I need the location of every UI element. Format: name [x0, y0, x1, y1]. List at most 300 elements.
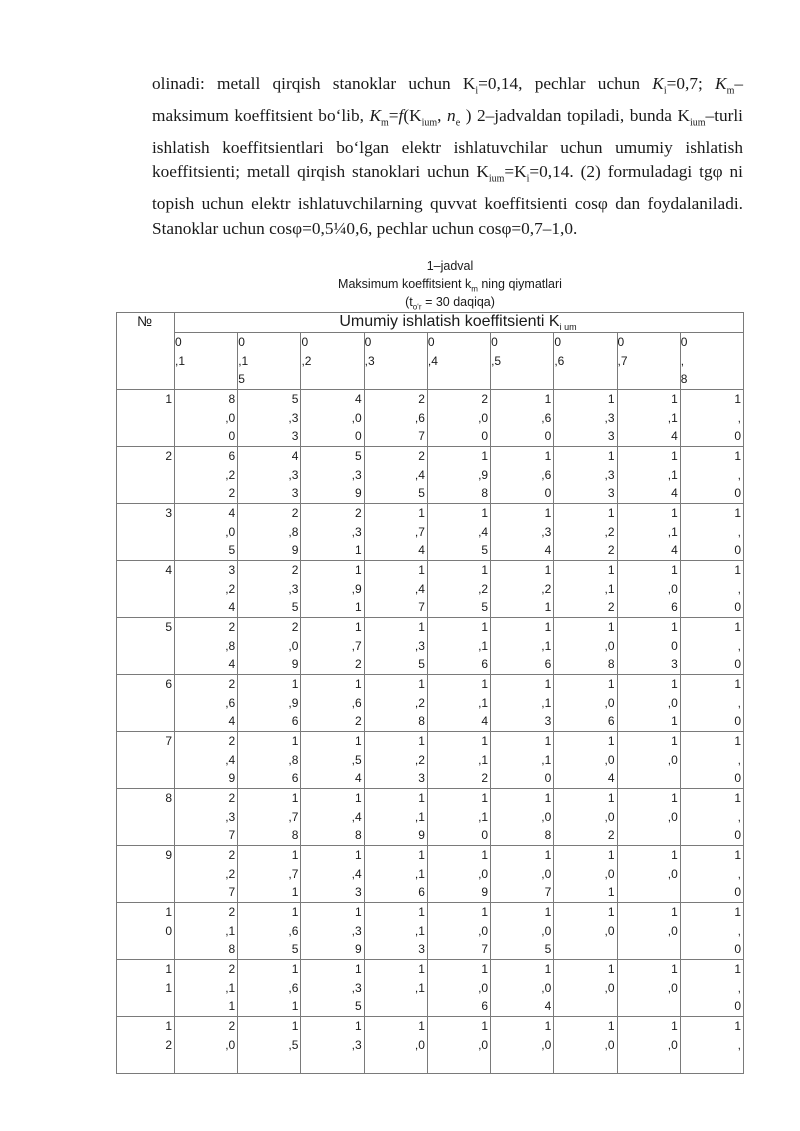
para-text: olinadi: metall qirqish stanoklar uchun K [152, 74, 476, 93]
ne-cell-line [117, 523, 172, 542]
kium-value-header-line: 0 [175, 335, 182, 350]
km-value-cell [301, 846, 364, 903]
km-value-cell-line: , [737, 923, 741, 938]
km-value-cell [175, 504, 238, 561]
km-value-cell-line: 1 [734, 734, 741, 749]
km-value-cell-line [618, 769, 678, 788]
ne-cell [117, 732, 175, 789]
km-value-cell [554, 1017, 617, 1074]
km-value-cell-line: 1 [607, 563, 615, 578]
km-value-cell-line: 1 [544, 620, 552, 635]
km-value-cell-line: 1 [354, 677, 362, 692]
km-value-cell [554, 561, 617, 618]
km-value-cell-line: 1 [734, 392, 741, 407]
km-value-cell-line: ,3 [604, 467, 615, 482]
ne-cell-line: 4 [165, 563, 172, 578]
km-value-cell-line: 9 [354, 942, 362, 957]
kium-value-header [238, 333, 301, 390]
km-value-cell-line: 1 [671, 734, 678, 749]
kium-value-header-line: ,1 [175, 353, 186, 368]
km-value-cell-line: ,2 [225, 467, 236, 482]
ne-cell [117, 504, 175, 561]
km-value-cell-line: 5 [418, 486, 425, 501]
km-value-cell-line: 1 [544, 734, 552, 749]
kium-value-header-line: 0 [491, 335, 498, 350]
km-value-cell-line: ,9 [351, 581, 362, 596]
km-value-cell-line: 1 [354, 962, 362, 977]
km-value-cell-line: 2 [607, 543, 615, 558]
km-value-cell-line: 0 [734, 486, 741, 501]
para-text: cosφ=0,7–1,0. [478, 218, 578, 238]
km-value-cell-line [365, 997, 425, 1016]
km-value-cell-line: 4 [354, 392, 362, 407]
table-row [117, 789, 744, 846]
km-value-cell [301, 447, 364, 504]
km-value-cell-line: 1 [734, 677, 741, 692]
km-value-cell [364, 618, 427, 675]
km-value-cell-line: 1 [481, 905, 489, 920]
km-value-cell-line: 1 [671, 791, 678, 806]
kium-value-header-line [301, 370, 361, 389]
km-value-cell-line: , [737, 866, 741, 881]
km-value-cell-line: ,0 [541, 866, 552, 881]
km-value-cell-line: 2 [291, 506, 299, 521]
km-value-cell-line [554, 997, 614, 1016]
km-value-cell-line: ,4 [351, 866, 362, 881]
km-value-cell-line: 9 [418, 828, 425, 843]
km-value-cell [301, 789, 364, 846]
km-value-cell-line: 3 [607, 486, 615, 501]
ne-cell [117, 390, 175, 447]
km-value-cell-line: 7 [418, 429, 425, 444]
ne-cell [117, 1017, 175, 1074]
km-value-cell-line: 2 [481, 771, 489, 786]
km-value-cell-line: ,8 [225, 638, 236, 653]
ne-cell-line: 5 [165, 620, 172, 635]
kium-value-header-line [618, 370, 678, 389]
km-value-cell-line: 6 [228, 449, 236, 464]
km-value-cell-line: 1 [607, 905, 615, 920]
km-value-cell [238, 846, 301, 903]
km-value-cell-line: ,0 [667, 581, 678, 596]
km-value-cell [680, 390, 743, 447]
km-value-cell-line: 8 [481, 486, 489, 501]
km-value-cell [554, 789, 617, 846]
km-value-cell-line: ,2 [604, 524, 615, 539]
table-title-text: Maksimum koeffitsient k [338, 277, 472, 291]
km-value-cell-line: 1 [418, 734, 425, 749]
km-value-cell-line: ,4 [225, 752, 236, 767]
km-value-cell-line: 1 [481, 848, 489, 863]
para-sub: ium [488, 173, 505, 185]
km-value-cell-line: ,0 [478, 980, 489, 995]
km-value-cell-line: ,2 [225, 866, 236, 881]
kium-value-header-line: ,5 [491, 353, 502, 368]
km-value-cell-line [428, 1054, 488, 1073]
km-value-cell-line: 1 [418, 563, 425, 578]
km-value-cell-line: 1 [418, 962, 425, 977]
km-value-cell-line: ,6 [288, 980, 299, 995]
km-value-cell-line: 1 [544, 962, 552, 977]
km-value-cell-line: ,1 [667, 524, 678, 539]
km-value-cell-line: ,3 [351, 980, 362, 995]
km-value-cell-line: , [737, 980, 741, 995]
km-value-cell [427, 390, 490, 447]
km-value-cell-line: 2 [418, 392, 425, 407]
km-value-cell-line: 0 [544, 771, 552, 786]
km-value-cell [491, 561, 554, 618]
km-value-cell-line [491, 1054, 551, 1073]
km-value-cell-line: 2 [228, 620, 236, 635]
kium-header-text: Umumiy ishlatish koeffitsienti K [339, 313, 560, 330]
km-value-cell-line: 3 [354, 885, 362, 900]
km-value-cell-line: 1 [354, 543, 362, 558]
km-value-cell-line: 3 [671, 657, 678, 672]
table-label [250, 258, 650, 274]
ne-cell-line [117, 808, 172, 827]
km-value-cell-line: 1 [291, 905, 299, 920]
km-value-cell-line: ,0 [667, 980, 678, 995]
km-value-cell [175, 789, 238, 846]
km-value-cell-line: ,5 [288, 1037, 299, 1052]
km-value-cell-line: ,2 [414, 752, 425, 767]
kium-value-header-line [554, 370, 614, 389]
km-value-cell-line: 5 [354, 999, 362, 1014]
km-value-cell-line: 1 [418, 506, 425, 521]
km-value-cell-line: 1 [544, 848, 552, 863]
km-value-cell-line: 6 [481, 657, 489, 672]
kium-value-header-line: ,2 [301, 353, 312, 368]
km-value-cell-line: ,3 [288, 410, 299, 425]
km-value-cell-line: 6 [291, 771, 299, 786]
km-value-cell [175, 1017, 238, 1074]
km-value-cell-line: ,9 [478, 467, 489, 482]
km-value-cell-line: 1 [671, 563, 678, 578]
km-value-cell [301, 504, 364, 561]
km-value-cell [427, 789, 490, 846]
ne-cell-line: 2 [165, 449, 172, 464]
km-value-cell-line [554, 940, 614, 959]
km-value-cell-line: 0 [734, 942, 741, 957]
km-value-cell-line: 1 [481, 1019, 489, 1034]
km-value-cell-line: ,0 [225, 1037, 236, 1052]
km-value-cell [491, 1017, 554, 1074]
km-value-cell [491, 960, 554, 1017]
km-value-cell-line: 6 [671, 600, 678, 615]
km-value-cell [175, 903, 238, 960]
km-value-cell-line: ,1 [541, 752, 552, 767]
ne-cell-line [117, 409, 172, 428]
table-row [117, 1017, 744, 1074]
table-row [117, 618, 744, 675]
kium-value-header [554, 333, 617, 390]
ne-cell-line: 1 [165, 905, 172, 920]
km-value-cell-line: 9 [291, 543, 299, 558]
km-value-cell [301, 903, 364, 960]
km-value-cell-line: 1 [418, 620, 425, 635]
km-value-cell-line: ,1 [667, 410, 678, 425]
para-text: formuladagi tgφ ni topish uchun elektr ishlatuvchilarning quvvat koeffitsienti [152, 162, 743, 214]
km-value-cell-line: 1 [607, 1019, 615, 1034]
km-value-cell-line: 1 [228, 999, 236, 1014]
km-value-cell-line: 0 [734, 657, 741, 672]
ne-cell-line: 8 [165, 791, 172, 806]
km-value-cell [175, 675, 238, 732]
para-sub: m [381, 117, 389, 129]
km-value-cell [491, 390, 554, 447]
para-italic: f [398, 105, 404, 125]
km-value-cell-line: 4 [671, 486, 678, 501]
km-value-cell-line: ,0 [414, 1037, 425, 1052]
km-value-cell [238, 618, 301, 675]
km-value-cell [238, 1017, 301, 1074]
km-value-cell-line: 1 [481, 449, 489, 464]
kium-header-sub: i um [559, 322, 577, 333]
km-value-cell-line: 0 [734, 714, 741, 729]
km-value-cell [491, 903, 554, 960]
km-value-cell-line: 2 [228, 734, 236, 749]
km-value-cell-line: 2 [228, 962, 236, 977]
km-value-cell [554, 618, 617, 675]
km-value-cell-line: 0 [734, 600, 741, 615]
para-text: =0,14. (2) [529, 162, 601, 182]
km-value-cell-line: ,0 [478, 1037, 489, 1052]
km-value-cell-line: 2 [607, 828, 615, 843]
km-value-cell-line: 2 [291, 563, 299, 578]
km-value-cell-line: 2 [291, 620, 299, 635]
km-value-cell-line: ,6 [541, 467, 552, 482]
km-value-cell-line: 1 [418, 848, 425, 863]
km-value-cell-line: ,0 [478, 410, 489, 425]
ne-cell [117, 675, 175, 732]
km-value-cell [427, 903, 490, 960]
km-value-cell-line: 2 [228, 486, 236, 501]
km-table-body [117, 313, 744, 1074]
km-value-cell-line: ,0 [351, 410, 362, 425]
km-value-cell [554, 390, 617, 447]
para-italic: K [715, 74, 727, 93]
km-value-cell [680, 1017, 743, 1074]
km-value-cell-line: 1 [607, 885, 615, 900]
table-row [117, 732, 744, 789]
km-value-cell-line: 1 [671, 905, 678, 920]
km-value-cell [617, 447, 680, 504]
km-value-cell-line: 6 [607, 714, 615, 729]
km-value-cell-line: 1 [544, 392, 552, 407]
km-value-cell [680, 846, 743, 903]
km-value-cell [491, 789, 554, 846]
ne-cell-line [117, 751, 172, 770]
ne-cell [117, 447, 175, 504]
km-value-cell-line: 8 [544, 828, 552, 843]
km-value-cell [301, 1017, 364, 1074]
km-value-cell [301, 390, 364, 447]
para-italic: K [369, 105, 381, 125]
km-value-cell-line: 1 [734, 905, 741, 920]
table-row [117, 846, 744, 903]
kium-value-header-line: 0 [680, 335, 688, 350]
km-value-cell-line: , [737, 695, 741, 710]
km-value-cell [427, 960, 490, 1017]
km-value-cell-line: ,0 [604, 695, 615, 710]
table-row [117, 447, 744, 504]
km-value-cell-line: 5 [481, 600, 489, 615]
km-value-cell-line: 8 [291, 828, 299, 843]
km-value-cell-line: ,2 [225, 581, 236, 596]
kium-value-header-line: ,1 [238, 353, 249, 368]
km-value-cell-line: 2 [607, 600, 615, 615]
km-value-cell-line: 3 [544, 714, 552, 729]
km-value-cell-line: 5 [544, 942, 552, 957]
km-value-cell [238, 732, 301, 789]
km-value-cell [427, 561, 490, 618]
km-value-cell-line: 2 [228, 1019, 236, 1034]
km-value-cell-line: 1 [418, 1019, 425, 1034]
km-value-cell-line: 4 [354, 771, 362, 786]
ne-cell-line [117, 580, 172, 599]
km-value-cell [301, 561, 364, 618]
para-sub: i [526, 173, 530, 185]
km-value-cell-line: ,1 [604, 581, 615, 596]
km-value-cell-line: 1 [607, 449, 615, 464]
km-value-cell-line: 0 [544, 486, 552, 501]
km-value-cell-line: 5 [481, 543, 489, 558]
para-text: ) 2–jadvaldan topiladi, bunda [460, 105, 672, 125]
table-row [117, 504, 744, 561]
km-value-cell-line: 0 [354, 429, 362, 444]
kium-value-header-line [365, 370, 425, 389]
ne-cell-line [117, 466, 172, 485]
km-value-cell [427, 504, 490, 561]
km-value-cell-line: 0 [734, 999, 741, 1014]
km-value-cell-line: 1 [291, 999, 299, 1014]
kium-value-header-line: 8 [680, 372, 688, 387]
km-value-cell [427, 846, 490, 903]
km-value-cell-line: 1 [734, 620, 741, 635]
kium-value-header-line: , [680, 353, 685, 368]
ne-cell [117, 561, 175, 618]
km-value-cell-line: 1 [354, 563, 362, 578]
kium-value-header-line [428, 370, 488, 389]
km-value-cell-line: ,0 [541, 1037, 552, 1052]
km-value-cell-line: 1 [291, 791, 299, 806]
km-value-cell-line: ,1 [414, 980, 425, 995]
km-value-cell-line: 9 [481, 885, 489, 900]
km-value-cell-line: 2 [228, 905, 236, 920]
km-value-cell-line: ,1 [225, 980, 236, 995]
km-value-cell [175, 561, 238, 618]
km-value-cell-line: ,4 [414, 467, 425, 482]
km-value-cell [301, 960, 364, 1017]
table-note-sub: o‘r [412, 302, 422, 312]
km-value-cell [364, 903, 427, 960]
table-row [117, 960, 744, 1017]
ne-cell-line: 1 [165, 980, 172, 995]
ne-cell-line: 1 [165, 1019, 172, 1034]
km-value-cell-line: , [737, 752, 741, 767]
km-value-cell-line [554, 1054, 614, 1073]
km-value-cell-line: ,8 [288, 524, 299, 539]
km-value-cell-line: ,7 [351, 638, 362, 653]
km-value-cell-line: 1 [544, 1019, 552, 1034]
km-value-cell-line: 4 [544, 543, 552, 558]
km-value-cell-line: 1 [671, 620, 678, 635]
km-value-cell-line: ,0 [541, 923, 552, 938]
km-value-cell [554, 732, 617, 789]
kium-value-header [364, 333, 427, 390]
ne-cell-line [117, 865, 172, 884]
km-value-cell [175, 447, 238, 504]
km-value-cell-line: , [737, 410, 741, 425]
km-value-cell-line: ,6 [414, 410, 425, 425]
km-value-cell [238, 903, 301, 960]
km-value-cell [427, 618, 490, 675]
km-value-cell [554, 960, 617, 1017]
km-value-cell-line: 7 [228, 885, 236, 900]
km-value-cell-line: 4 [607, 771, 615, 786]
km-value-cell-line [238, 1054, 298, 1073]
km-value-cell-line: 2 [481, 392, 489, 407]
km-value-cell-line [618, 997, 678, 1016]
km-value-cell-line: ,4 [414, 581, 425, 596]
para-text: =0,14, pechlar uchun [478, 74, 653, 93]
table-title-text: ning qiymatlari [477, 277, 562, 291]
table-row [117, 675, 744, 732]
km-value-cell-line: 4 [671, 429, 678, 444]
km-value-cell-line: ,0 [604, 866, 615, 881]
km-value-cell [364, 447, 427, 504]
ne-cell-line: 2 [165, 1037, 172, 1052]
kium-value-header-line: ,4 [427, 353, 438, 368]
km-value-cell-line: 1 [607, 620, 615, 635]
km-value-cell-line: 1 [607, 791, 615, 806]
km-value-cell-line: 4 [228, 600, 236, 615]
km-value-cell [364, 789, 427, 846]
km-value-cell-line: 4 [418, 543, 425, 558]
kium-value-header-line: ,7 [617, 353, 628, 368]
km-value-cell-line: 1 [607, 392, 615, 407]
km-value-cell [491, 504, 554, 561]
km-value-cell-line: 1 [481, 677, 489, 692]
km-value-cell-line: 1 [671, 677, 678, 692]
km-value-cell-line: 2 [354, 657, 362, 672]
km-value-cell [491, 732, 554, 789]
km-value-cell-line: 3 [291, 486, 299, 501]
km-value-cell [175, 732, 238, 789]
km-value-cell [554, 447, 617, 504]
km-value-cell-line: 5 [418, 657, 425, 672]
km-value-cell-line: , [737, 581, 741, 596]
km-value-cell [554, 675, 617, 732]
para-text: ishlatish koeffitsienti; metall qirqish stanoklari uchun K [152, 137, 743, 182]
km-value-cell-line: 1 [671, 714, 678, 729]
km-value-cell-line: 1 [734, 563, 741, 578]
km-value-cell-line: ,0 [667, 695, 678, 710]
km-value-cell [617, 675, 680, 732]
kium-value-header [680, 333, 743, 390]
km-value-cell-line: ,3 [351, 923, 362, 938]
km-value-cell [554, 846, 617, 903]
km-value-cell-line: 1 [734, 1019, 741, 1034]
km-value-cell-line: 1 [481, 563, 489, 578]
km-value-cell [301, 732, 364, 789]
km-value-cell-line: ,0 [667, 752, 678, 767]
km-value-cell [238, 390, 301, 447]
km-value-cell-line [618, 883, 678, 902]
km-value-cell [680, 960, 743, 1017]
km-value-cell-line: 1 [354, 848, 362, 863]
no-header [117, 313, 175, 390]
